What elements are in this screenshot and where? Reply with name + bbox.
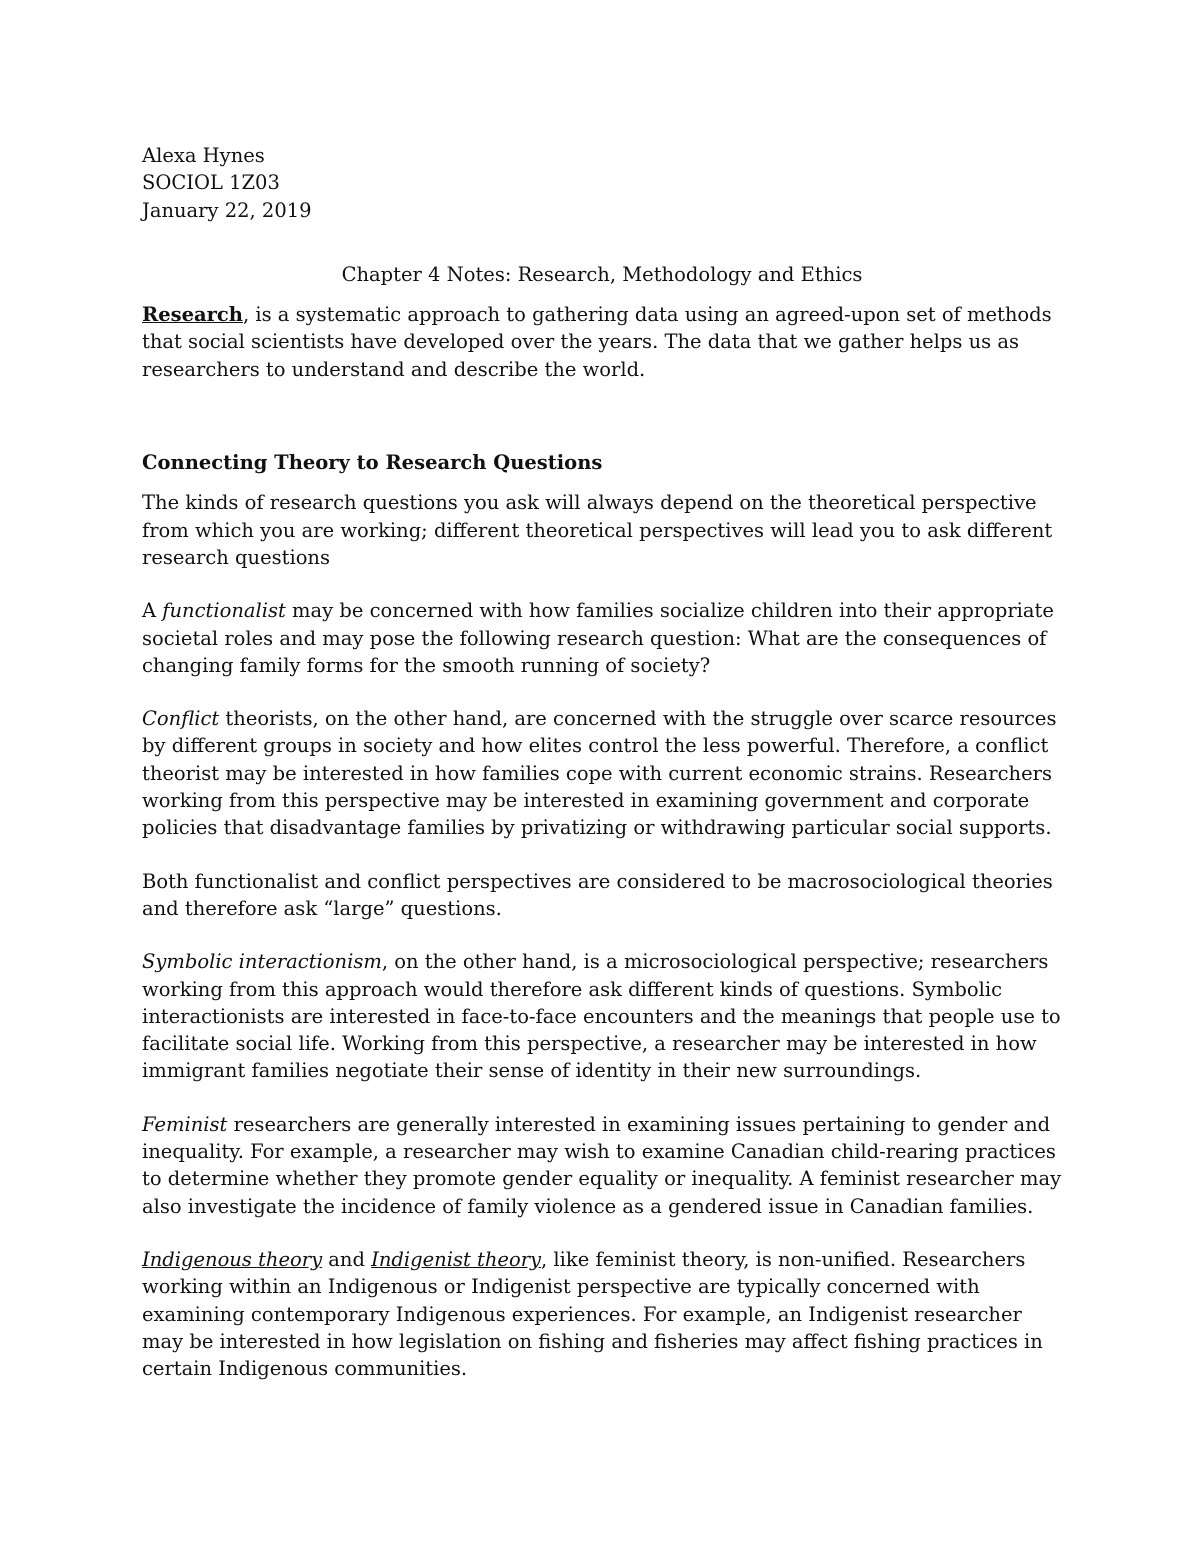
author-name: Alexa Hynes [142, 144, 265, 167]
symbolic-text: , on the other hand, is a microsociological perspective; researchers working from this approach would therefore ask different kinds of questions. Symbolic interactionists are interested in face-to-face encounters and the meanings that people use to facilitate social life. Working from this perspective, a researcher may be interested in how immigrant families negotiate their sense of identity in their new surroundings. [142, 950, 1061, 1083]
feminist-text: researchers are generally interested in examining issues pertaining to gender and inequality. For example, a researcher may wish to examine Canadian child-rearing practices to determine whether they promote gender equality or inequality. A feminist researcher may also investigate the incidence of family violence as a gendered issue in Canadian families. [142, 1112, 1062, 1218]
indigenous-paragraph [142, 1246, 1062, 1382]
header-block [142, 142, 1062, 224]
indigenist-term: Indigenist theory [371, 1247, 542, 1271]
conflict-term: Conflict [142, 707, 220, 731]
functionalist-lead: A [142, 599, 163, 623]
research-definition-text: , is a systematic approach to gathering data using an agreed-upon set of methods that social scientists have developed over the years. The data that we gather helps us as researchers to understand and describe the world. [142, 303, 1052, 381]
macro-paragraph: Both functionalist and conflict perspectives are considered to be macrosociological theories and therefore ask “large” questions. [142, 869, 1053, 920]
document-date: January 22, 2019 [142, 198, 312, 222]
conflict-paragraph [142, 705, 1062, 841]
intro-paragraph: The kinds of research questions you ask will always depend on the theoretical perspective from which you are working; different theoretical perspectives will lead you to ask different research questions [142, 491, 1053, 569]
document-title: Chapter 4 Notes: Research, Methodology and Ethics [341, 262, 863, 286]
feminist-paragraph [142, 1111, 1062, 1220]
functionalist-paragraph [142, 597, 1062, 679]
indigenous-text: , like feminist theory, is non-unified. Researchers working within an Indigenous or Indigenist perspective are typically concerned with examining contemporary Indigenous experiences. For example, an Indigenist researcher may be interested in how legislation on fishing and fisheries may affect fishing practices in certain Indigenous communities. [142, 1247, 1043, 1381]
feminist-term: Feminist [142, 1112, 228, 1136]
indigenous-connector: and [322, 1247, 372, 1271]
functionalist-text: may be concerned with how families socialize children into their appropriate societal roles and may pose the following research question: What are the consequences of changing family forms for the smooth running of society? [142, 599, 1054, 677]
research-definition-paragraph [142, 301, 1062, 383]
research-term: Research [142, 303, 243, 327]
section-heading: Connecting Theory to Research Questions [142, 451, 603, 475]
symbolic-term: Symbolic interactionism [142, 950, 382, 974]
document-page [142, 142, 1062, 1408]
functionalist-term: functionalist [162, 599, 286, 623]
conflict-text: theorists, on the other hand, are concerned with the struggle over scarce resources by different groups in society and how elites control the less powerful. Therefore, a conflict theorist may be interested in how families cope with current economic strains. Researchers working from this perspective may be interested in examining government and corporate policies that disadvantage families by privatizing or withdrawing particular social supports. [142, 707, 1057, 840]
course-code: SOCIOL 1Z03 [142, 171, 280, 195]
indigenous-term: Indigenous theory [142, 1247, 323, 1271]
symbolic-paragraph [142, 948, 1062, 1084]
